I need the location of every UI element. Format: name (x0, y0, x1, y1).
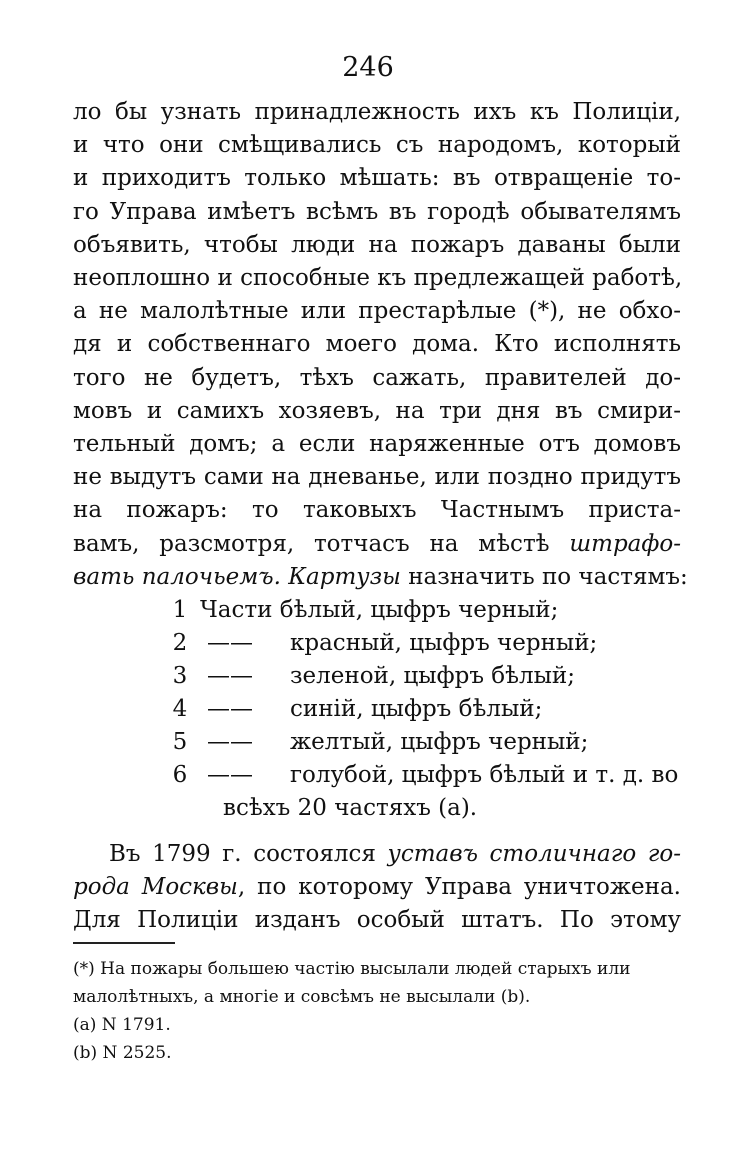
row-number: 2 (172, 630, 188, 657)
row-number: 5 (172, 729, 188, 756)
row-number: 3 (172, 663, 188, 690)
footnote-line: (а) N 1791. (73, 1015, 171, 1035)
text-line: ло бы узнать принадлежность ихъ къ Полиціи, (73, 99, 681, 125)
page-number: 246 (342, 52, 394, 83)
text-line: того не будетъ, тѣхъ сажать, правителей до- (73, 364, 681, 391)
row-description: красный, цыфръ черный; (290, 630, 598, 657)
text-segment: , по которому Управа уничтожена. (237, 874, 681, 901)
text-line: го Управа имѣетъ всѣмъ въ городѣ обывателямъ (73, 198, 681, 225)
row-number: 1 (172, 597, 188, 624)
row-description: всѣхъ 20 частяхъ (а). (223, 795, 478, 822)
row-description: голубой, цыфръ бѣлый и т. д. во (290, 762, 679, 789)
italic-segment: рода Москвы (73, 874, 238, 901)
ditto-dash: —— (207, 729, 253, 756)
row-description: зеленой, цыфръ бѣлый; (290, 663, 575, 690)
footnote-divider (73, 942, 175, 944)
ditto-dash: —— (207, 696, 253, 723)
district-colors-table (73, 594, 681, 826)
ditto-dash: —— (207, 630, 253, 657)
italic-segment: штрафо- (569, 530, 681, 557)
text-line (73, 528, 681, 561)
text-line (73, 838, 681, 871)
row-description: желтый, цыфръ черный; (290, 729, 589, 756)
text-segment: вамъ, разсмотря, тотчасъ на мѣстѣ (73, 530, 550, 557)
text-line: неоплошно и способные къ предлежащей работѣ, (73, 265, 683, 292)
text-line: не выдутъ сами на дневанье, или поздно придутъ (73, 464, 681, 491)
footnote-line: малолѣтныхъ, а многіе и совсѣмъ не высылали (b). (73, 987, 531, 1007)
text-line: Для Полиціи изданъ особый штатъ. По этому (73, 907, 681, 934)
text-line (73, 871, 681, 904)
text-segment: назначить по частямъ: (408, 563, 688, 590)
footnote-line: (*) На пожары большею частію высылали людей старыхъ или (73, 959, 631, 979)
row-description: Части бѣлый, цыфръ черный; (200, 597, 559, 624)
row-number: 4 (172, 696, 188, 723)
row-number: 6 (172, 762, 188, 789)
text-line: а не малолѣтные или престарѣлые (*), не обхо- (73, 298, 681, 325)
text-line: и что они смѣщивались съ народомъ, который (73, 132, 681, 159)
text-line: объявить, чтобы люди на пожаръ даваны были (73, 231, 681, 258)
text-line: мовъ и самихъ хозяевъ, на три дня въ смири- (73, 397, 681, 424)
ditto-dash: —— (207, 762, 253, 789)
footnotes (73, 955, 673, 1067)
italic-segment: вать палочьемъ. (73, 563, 281, 590)
row-description: синій, цыфръ бѣлый; (290, 696, 543, 723)
ditto-dash: —— (207, 663, 253, 690)
text-line: тельный домъ; а если наряженные отъ домовъ (73, 431, 681, 458)
italic-segment: Картузы (288, 563, 401, 590)
footnote-line: (b) N 2525. (73, 1043, 172, 1063)
main-text (73, 96, 688, 938)
text-line: дя и собственнаго моего дома. Кто исполнять (73, 331, 681, 358)
text-line: и приходитъ только мѣшать: въ отвращеніе то- (73, 165, 681, 192)
text-segment: Въ 1799 г. состоялся (109, 841, 376, 868)
italic-segment: уставъ столичнаго го- (387, 841, 681, 868)
text-line: на пожаръ: то таковыхъ Частнымъ пристa- (73, 497, 681, 524)
text-line (73, 561, 688, 594)
